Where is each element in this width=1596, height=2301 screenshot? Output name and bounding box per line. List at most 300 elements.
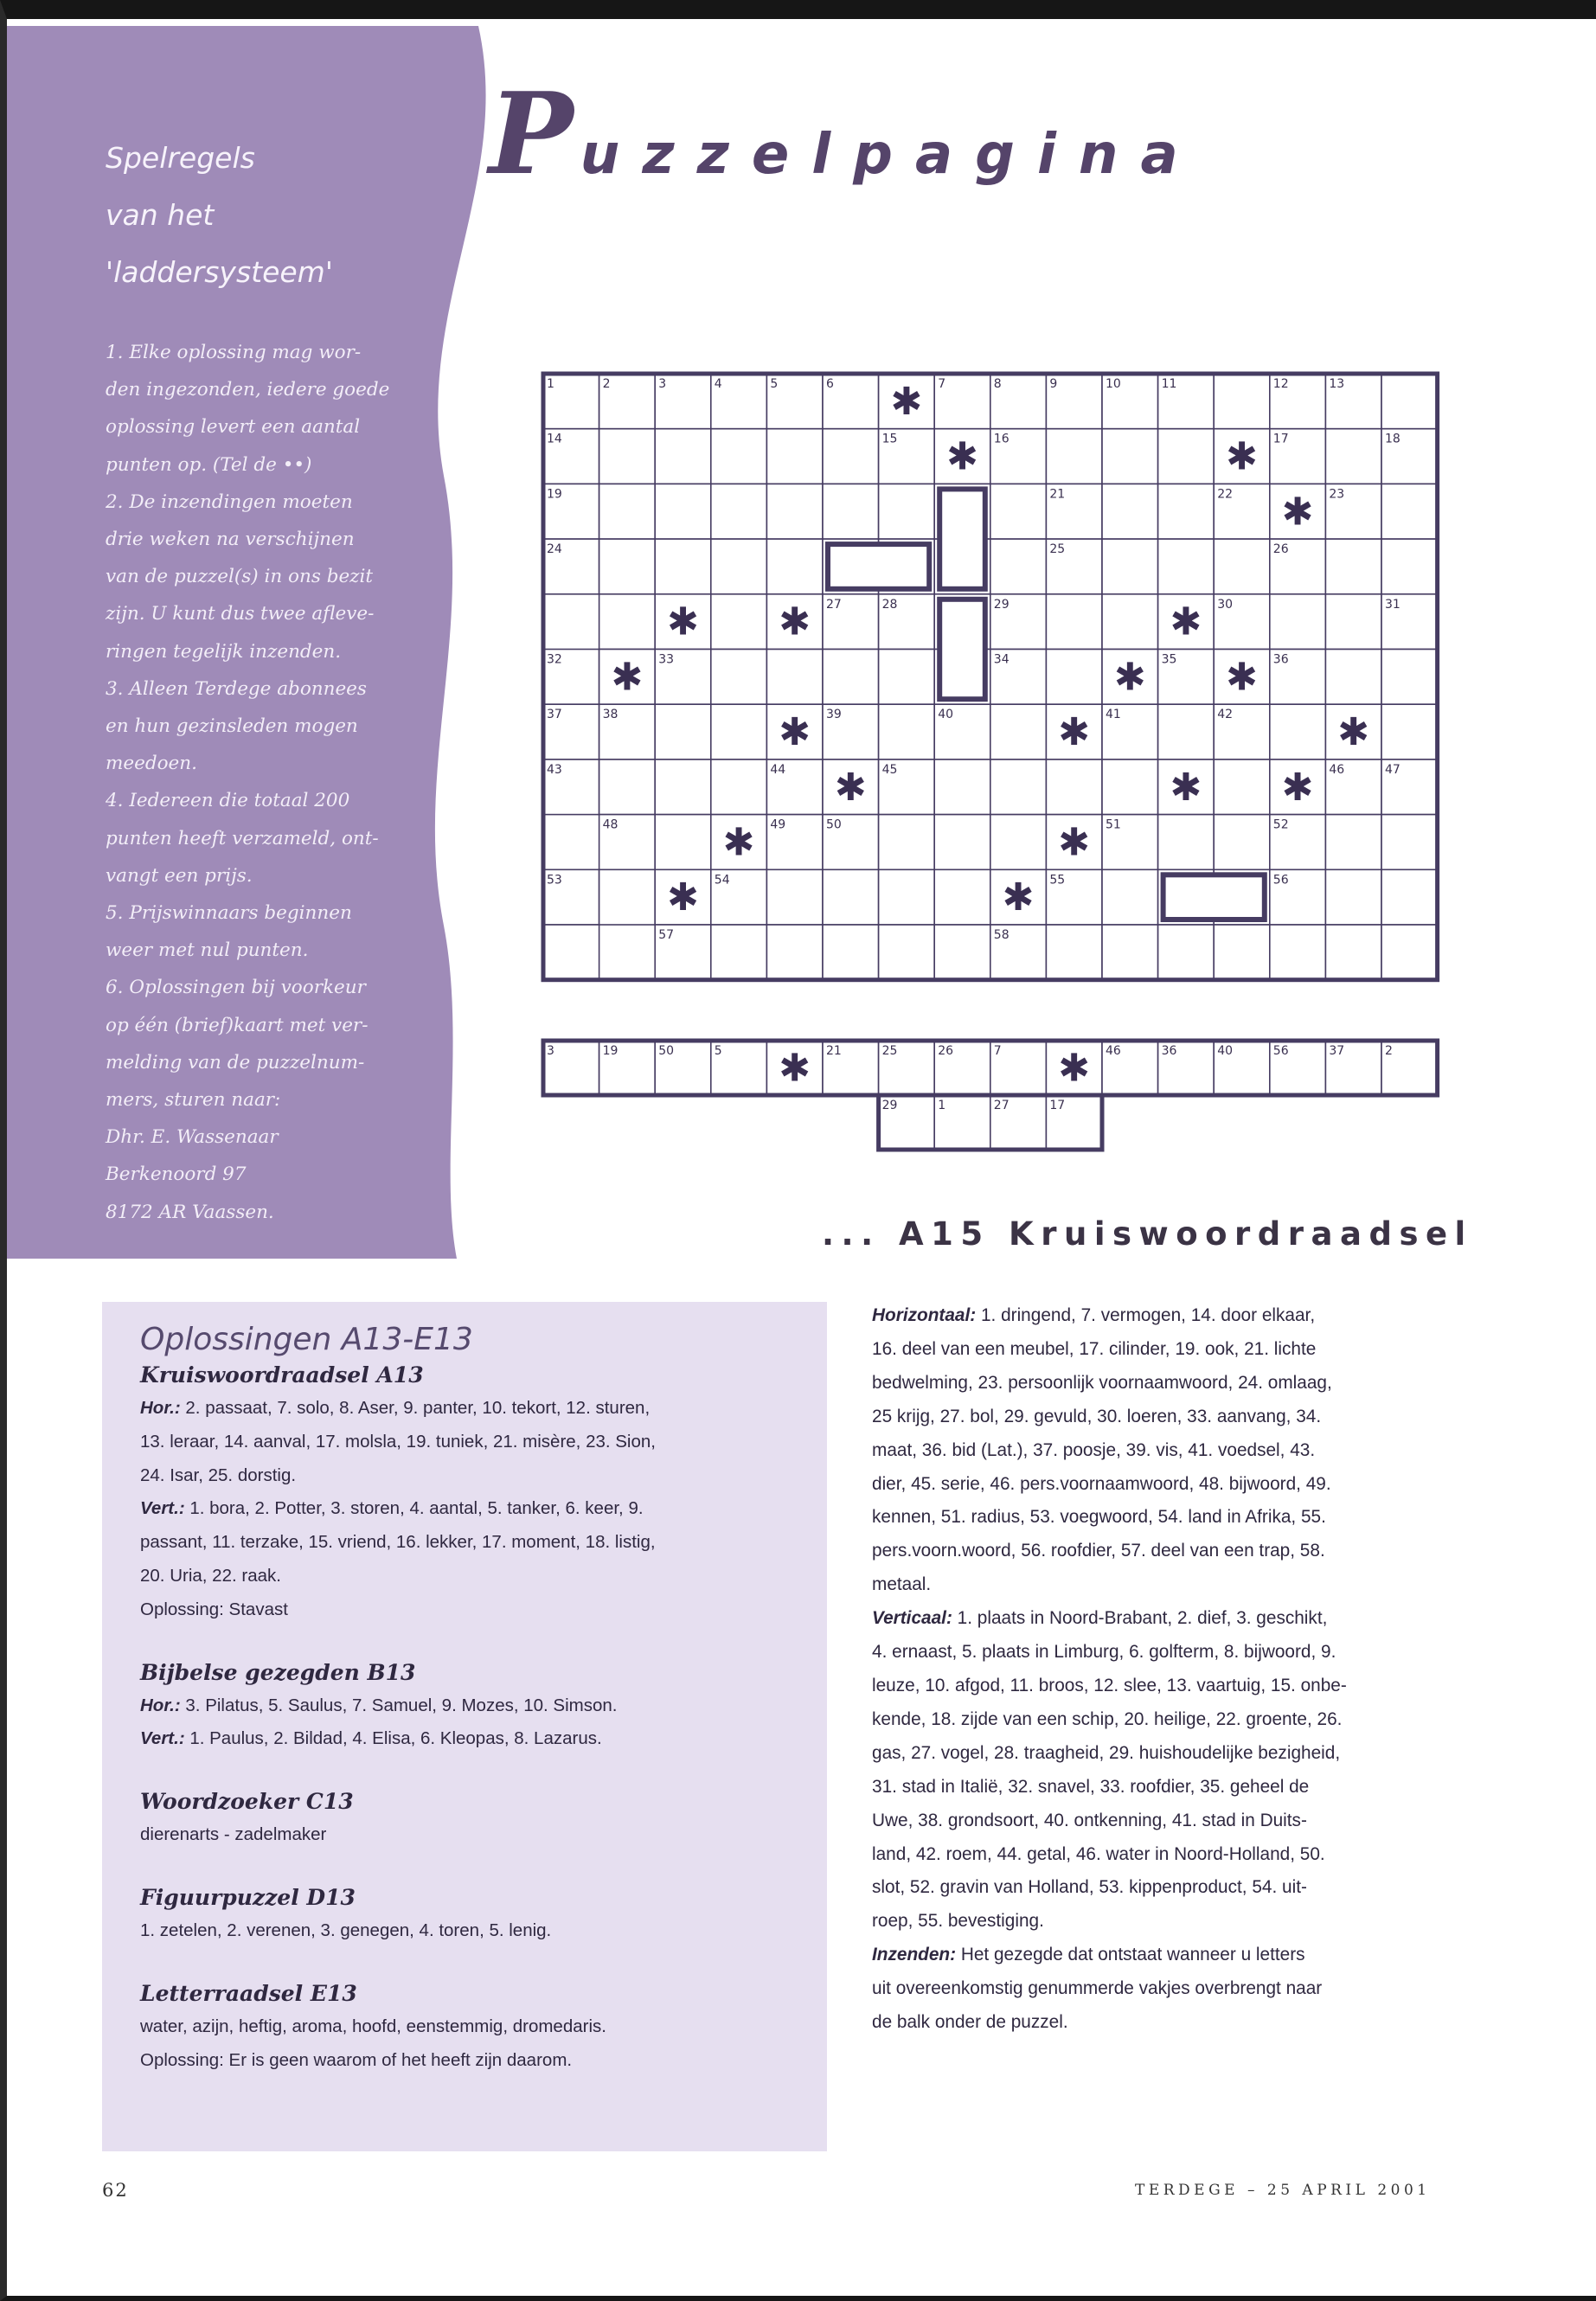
asterisk-icon: ✱: [1002, 875, 1035, 920]
rules-title-line: 'laddersysteem': [106, 255, 333, 289]
cell-number: 29: [993, 597, 1010, 612]
clue-line: [872, 1333, 1460, 1367]
answer-number: 40: [1217, 1044, 1234, 1058]
grid-cell: [1102, 594, 1158, 650]
solution-text: dierenarts - zadelmaker: [140, 1824, 327, 1845]
rule-line: 5. Prijswinnaars beginnen: [106, 902, 352, 925]
grid-cell: [711, 484, 767, 539]
rule-line: 2. De inzendingen moeten: [106, 490, 353, 513]
grid-cell: [990, 704, 1047, 760]
answer-number: 50: [658, 1044, 675, 1058]
asterisk-icon: ✱: [890, 379, 923, 424]
cell-number: 35: [1161, 652, 1177, 667]
solution-line: [140, 1722, 806, 1756]
cell-number: 10: [1106, 377, 1121, 391]
asterisk-icon: ✱: [1058, 820, 1091, 865]
solution-text: 13. leraar, 14. aanval, 17. molsla, 19. tuniek, 21. misère, 23. Sion,: [140, 1431, 656, 1452]
puzzle-subtitle: ... A15 Kruiswoordraadsel: [822, 1215, 1473, 1253]
grid-cell: [1046, 760, 1102, 815]
grid-cell: [655, 815, 711, 870]
grid-cell: [823, 925, 879, 980]
grid-cell: [543, 925, 599, 980]
cell-number: 9: [1049, 377, 1058, 391]
clue-text: 4. ernaast, 5. plaats in Limburg, 6. golfterm, 8. bijwoord, 9.: [872, 1642, 1336, 1663]
grid-cell: [766, 429, 823, 484]
solution-line: [140, 1392, 806, 1426]
clue-text: slot, 52. gravin van Holland, 53. kippenproduct, 54. uit-: [872, 1877, 1307, 1898]
cell-number: 36: [1272, 652, 1289, 667]
clue-text: kennen, 51. radius, 53. voegwoord, 54. land in Afrika, 55.: [872, 1507, 1326, 1528]
grid-cell: [1325, 650, 1381, 705]
cell-number: 37: [547, 708, 562, 722]
grid-cell: [711, 925, 767, 980]
grid-cell: [655, 704, 711, 760]
grid-cell: [1381, 374, 1438, 429]
grid-cell: [934, 815, 990, 870]
answer-number: 56: [1272, 1044, 1289, 1058]
clue-line: [872, 1703, 1460, 1737]
clue-text: pers.voorn.woord, 56. roofdier, 57. deel van een trap, 58.: [872, 1541, 1325, 1561]
clues-column: [872, 1299, 1460, 2040]
answer-number: 26: [938, 1044, 954, 1058]
clue-line: [872, 1636, 1460, 1670]
solutions-heading: Oplossingen A13-E13: [140, 1322, 473, 1357]
grid-cell: [1214, 760, 1270, 815]
clue-line: [872, 1771, 1460, 1804]
clue-text: 1. dringend, 7. vermogen, 14. door elkaar,: [976, 1305, 1316, 1325]
cell-number: 25: [1049, 542, 1066, 557]
cell-number: 48: [602, 817, 619, 832]
clue-text: 1. plaats in Noord-Brabant, 2. dief, 3. geschikt,: [952, 1608, 1328, 1629]
clue-text: kende, 18. zijde van een schip, 20. heilige, 22. groente, 26.: [872, 1708, 1343, 1729]
grid-cell: [1158, 925, 1215, 980]
clue-text: leuze, 10. afgod, 11. broos, 12. slee, 13. vaartuig, 15. onbe-: [872, 1675, 1347, 1695]
grid-cell: [879, 650, 935, 705]
cell-number: 34: [993, 652, 1010, 667]
rule-line: Berkenoord 97: [106, 1163, 247, 1186]
cell-number: 46: [1329, 762, 1345, 777]
solution-line: [140, 1818, 806, 1852]
grid-cell: [1102, 925, 1158, 980]
grid-cell: [1325, 539, 1381, 594]
rule-line: op één (brief)kaart met ver-: [106, 1014, 369, 1036]
clue-text: uit overeenkomstig genummerde vakjes overbrengt naar: [872, 1978, 1323, 1999]
black-bar: [939, 489, 985, 588]
cell-number: 3: [658, 377, 667, 391]
clue-text: metaal.: [872, 1574, 932, 1595]
grid-cell: [990, 815, 1047, 870]
solution-text: passant, 11. terzake, 15. vriend, 16. lekker, 17. moment, 18. listig,: [140, 1532, 656, 1553]
cell-number: 52: [1272, 817, 1289, 832]
rules-title-line: Spelregels: [106, 141, 255, 175]
asterisk-icon: ✱: [1281, 765, 1314, 810]
solution-line: [140, 1560, 806, 1593]
grid-cell: [823, 484, 879, 539]
grid-cell: [934, 925, 990, 980]
asterisk-icon: ✱: [667, 599, 699, 644]
cell-number: 53: [547, 873, 562, 888]
cell-number: 55: [1049, 873, 1066, 888]
grid-cell: [1325, 429, 1381, 484]
solution-text: 24. Isar, 25. dorstig.: [140, 1465, 297, 1485]
solution-label: Vert.:: [140, 1498, 185, 1519]
clue-line: [872, 1838, 1460, 1872]
clue-line: [872, 1602, 1460, 1636]
clue-line: [872, 1972, 1460, 2006]
solution-text: 1. Paulus, 2. Bildad, 4. Elisa, 6. Kleopas, 8. Lazarus.: [184, 1728, 602, 1749]
black-bar: [1163, 875, 1265, 920]
grid-cell: [599, 429, 656, 484]
solution-label: Hor.:: [140, 1695, 181, 1715]
clue-text: 31. stad in Italië, 32. snavel, 33. roofdier, 35. geheel de: [872, 1776, 1310, 1797]
asterisk-icon: ✱: [611, 655, 644, 700]
clue-text: maat, 36. bid (Lat.), 37. poosje, 39. vis, 41. voedsel, 43.: [872, 1439, 1316, 1460]
grid-cell: [1158, 539, 1215, 594]
grid-cell: [766, 484, 823, 539]
rule-line: vangt een prijs.: [106, 864, 253, 887]
asterisk-icon: ✱: [1058, 710, 1091, 755]
grid-cell: [711, 539, 767, 594]
grid-cell: [1325, 815, 1381, 870]
grid-cell: [1158, 484, 1215, 539]
clue-line: [872, 1670, 1460, 1703]
clue-text: Uwe, 38. grondsoort, 40. ontkenning, 41. stad in Duits-: [872, 1810, 1307, 1830]
title-initial: P: [489, 67, 580, 200]
clue-line: [872, 1468, 1460, 1502]
grid-cell: [1381, 650, 1438, 705]
grid-cell: [1214, 374, 1270, 429]
grid-cell: [1270, 704, 1326, 760]
cell-number: 23: [1329, 487, 1345, 502]
asterisk-icon: ✱: [779, 710, 811, 755]
cell-number: 41: [1106, 708, 1121, 722]
clue-line: [872, 1535, 1460, 1568]
solutions-box: [102, 1302, 827, 2151]
section-gap: [140, 1756, 806, 1785]
cell-number: 28: [881, 597, 898, 612]
cell-number: 17: [1272, 432, 1289, 446]
answer-number: 37: [1329, 1044, 1345, 1058]
cell-number: 26: [1272, 542, 1289, 557]
answer-number: 19: [602, 1044, 619, 1058]
black-bar: [939, 599, 985, 699]
grid-cell: [1046, 429, 1102, 484]
cell-number: 7: [938, 377, 946, 391]
black-bar: [828, 544, 929, 589]
cell-number: 4: [714, 377, 722, 391]
rule-line: van de puzzel(s) in ons bezit: [106, 566, 374, 588]
solution-text: water, azijn, heftig, aroma, hoofd, eenstemmig, dromedaris.: [140, 2016, 606, 2036]
answer-number: 5: [714, 1044, 722, 1058]
grid-cell: [879, 484, 935, 539]
clue-label: Inzenden:: [872, 1945, 957, 1965]
asterisk-icon: ✱: [1281, 490, 1314, 535]
cell-number: 27: [826, 597, 842, 612]
grid-cell: [990, 760, 1047, 815]
grid-cell: [766, 650, 823, 705]
rule-line: den ingezonden, iedere goede: [106, 379, 390, 401]
solution-title: Letterraadsel E13: [140, 1980, 357, 2006]
rule-line: melding van de puzzelnum-: [106, 1051, 365, 1074]
cell-number: 6: [826, 377, 834, 391]
grid-cell: [1270, 925, 1326, 980]
grid-cell: [1381, 484, 1438, 539]
grid-cell: [655, 429, 711, 484]
grid-cell: [1325, 594, 1381, 650]
title-rest: uzzelpagina: [580, 123, 1201, 187]
grid-cell: [1270, 594, 1326, 650]
grid-cell: [1046, 650, 1102, 705]
footer-credit: TERDEGE – 25 APRIL 2001: [1135, 2182, 1431, 2199]
clue-line: [872, 1434, 1460, 1468]
grid-cell: [1158, 429, 1215, 484]
cell-number: 22: [1217, 487, 1234, 502]
answer-number: 29: [881, 1099, 898, 1112]
rule-line: Dhr. E. Wassenaar: [106, 1126, 279, 1149]
page-number: 62: [102, 2180, 129, 2201]
grid-cell: [711, 429, 767, 484]
grid-cell: [599, 539, 656, 594]
cell-number: 47: [1385, 762, 1401, 777]
grid-cell: [766, 539, 823, 594]
grid-cell: [1102, 484, 1158, 539]
solution-text: Oplossing: Er is geen waarom of het heeft zijn daarom.: [140, 2049, 573, 2070]
grid-cell: [766, 925, 823, 980]
cell-number: 5: [770, 377, 779, 391]
grid-cell: [1158, 815, 1215, 870]
cell-number: 50: [826, 817, 842, 832]
solution-label: Vert.:: [140, 1728, 185, 1749]
answer-number: 7: [993, 1044, 1002, 1058]
grid-cell: [599, 484, 656, 539]
cell-number: 43: [547, 762, 562, 777]
clue-line: [872, 1871, 1460, 1905]
cell-number: 40: [938, 708, 954, 722]
grid-cell: [1214, 925, 1270, 980]
grid-cell: [655, 539, 711, 594]
asterisk-icon: ✱: [834, 765, 867, 810]
grid-cell: [711, 760, 767, 815]
solution-text: 1. bora, 2. Potter, 3. storen, 4. aantal, 5. tanker, 6. keer, 9.: [184, 1498, 644, 1519]
section-gap: [140, 1852, 806, 1881]
answer-number: 2: [1385, 1044, 1393, 1058]
asterisk-icon: ✱: [667, 875, 699, 920]
section-gap: [140, 1948, 806, 1977]
grid-cell: [711, 704, 767, 760]
grid-cell: [879, 925, 935, 980]
solution-line: [140, 1593, 806, 1627]
grid-cell: [1381, 704, 1438, 760]
cell-number: 58: [993, 928, 1010, 942]
grid-cell: [1046, 925, 1102, 980]
grid-cell: [599, 760, 656, 815]
clue-text: land, 42. roem, 44. getal, 46. water in Noord-Holland, 50.: [872, 1843, 1325, 1864]
grid-cell: [879, 869, 935, 925]
grid-cell: [1214, 539, 1270, 594]
clue-text: gas, 27. vogel, 28. traagheid, 29. huishoudelijke bezigheid,: [872, 1742, 1341, 1763]
grid-cell: [655, 484, 711, 539]
asterisk-icon: ✱: [1058, 1046, 1091, 1091]
asterisk-icon: ✱: [1337, 710, 1370, 755]
cell-number: 38: [602, 708, 619, 722]
answer-number: 25: [881, 1044, 898, 1058]
grid-cell: [1102, 429, 1158, 484]
asterisk-icon: ✱: [1226, 655, 1258, 700]
grid-cell: [1102, 539, 1158, 594]
clue-label: Horizontaal:: [872, 1305, 977, 1325]
asterisk-icon: ✱: [779, 1046, 811, 1091]
rule-line: zijn. U kunt dus twee afleve-: [106, 603, 375, 625]
asterisk-icon: ✱: [1170, 599, 1202, 644]
cell-number: 32: [547, 652, 562, 667]
grid-cell: [1046, 594, 1102, 650]
clue-line: [872, 1737, 1460, 1771]
clue-text: roep, 55. bevestiging.: [872, 1911, 1044, 1932]
cell-number: 13: [1329, 377, 1345, 391]
grid-cell: [1381, 539, 1438, 594]
cell-number: 14: [547, 432, 562, 446]
answer-number: 46: [1106, 1044, 1121, 1058]
grid-cell: [766, 869, 823, 925]
cell-number: 56: [1272, 873, 1289, 888]
rule-line: weer met nul punten.: [106, 939, 309, 962]
clue-line: [872, 1367, 1460, 1400]
clue-line: [872, 1400, 1460, 1434]
rule-line: meedoen.: [106, 753, 197, 775]
solutions-content: [140, 1321, 806, 2077]
cell-number: 51: [1106, 817, 1121, 832]
clue-text: Het gezegde dat ontstaat wanneer u letters: [956, 1945, 1305, 1965]
rule-line: en hun gezinsleden mogen: [106, 715, 358, 738]
rule-line: mers, sturen naar:: [106, 1089, 281, 1112]
solution-title: Kruiswoordraadsel A13: [140, 1362, 424, 1388]
cell-number: 15: [881, 432, 898, 446]
asterisk-icon: ✱: [1226, 434, 1258, 479]
solution-label: Hor.:: [140, 1398, 181, 1418]
solution-text: 1. zetelen, 2. verenen, 3. genegen, 4. toren, 5. lenig.: [140, 1920, 552, 1940]
clue-text: de balk onder de puzzel.: [872, 2012, 1068, 2033]
cell-number: 21: [1049, 487, 1066, 502]
rule-line: 3. Alleen Terdege abonnees: [106, 677, 367, 700]
cell-number: 8: [993, 377, 1002, 391]
clue-line: [872, 1299, 1460, 1333]
clue-line: [872, 1905, 1460, 1939]
clue-text: dier, 45. serie, 46. pers.voornaamwoord, 48. bijwoord, 49.: [872, 1473, 1331, 1494]
grid-cell: [1102, 869, 1158, 925]
clue-text: 25 krijg, 27. bol, 29. gevuld, 30. loeren, 33. aanvang, 34.: [872, 1406, 1322, 1426]
grid-cell: [711, 650, 767, 705]
rule-line: punten op. (Tel de ••): [106, 453, 312, 476]
block-cell: [990, 484, 1047, 539]
cell-number: 57: [658, 928, 675, 942]
solution-line: [140, 1426, 806, 1459]
cell-number: 12: [1272, 377, 1289, 391]
cell-number: 30: [1217, 597, 1234, 612]
solution-text: 2. passaat, 7. solo, 8. Aser, 9. panter, 10. tekort, 12. sturen,: [180, 1398, 651, 1418]
cell-number: 45: [881, 762, 898, 777]
grid-cell: [823, 429, 879, 484]
solution-line: [140, 1689, 806, 1723]
solution-line: [140, 1914, 806, 1948]
solution-title: Figuurpuzzel D13: [140, 1884, 356, 1910]
solution-line: [140, 2044, 806, 2078]
grid-cell: [823, 650, 879, 705]
grid-cell: [879, 815, 935, 870]
grid-cell: [1381, 869, 1438, 925]
rule-line: oplossing levert een aantal: [106, 416, 361, 439]
cell-number: 54: [714, 873, 730, 888]
grid-cell: [1214, 815, 1270, 870]
rule-line: 8172 AR Vaassen.: [106, 1201, 274, 1223]
solution-text: Oplossing: Stavast: [140, 1599, 288, 1619]
asterisk-icon: ✱: [722, 820, 755, 865]
solution-line: [140, 2010, 806, 2044]
answer-number: 3: [547, 1044, 554, 1058]
cell-number: 1: [547, 377, 554, 391]
clue-text: 16. deel van een meubel, 17. cilinder, 19. ook, 21. lichte: [872, 1338, 1317, 1359]
solution-title: Woordzoeker C13: [140, 1789, 354, 1815]
solution-text: 3. Pilatus, 5. Saulus, 7. Samuel, 9. Mozes, 10. Simson.: [180, 1695, 618, 1715]
rule-line: drie weken na verschijnen: [106, 529, 355, 551]
clue-line: [872, 2006, 1460, 2040]
solution-line: [140, 1459, 806, 1493]
rule-line: 4. Iedereen die totaal 200: [106, 790, 350, 812]
asterisk-icon: ✱: [1170, 765, 1202, 810]
clue-line: [872, 1939, 1460, 1972]
answer-number: 21: [826, 1044, 842, 1058]
answer-number: 36: [1161, 1044, 1177, 1058]
cell-number: 31: [1385, 597, 1401, 612]
cell-number: 42: [1217, 708, 1234, 722]
asterisk-icon: ✱: [946, 434, 978, 479]
grid-cell: [1381, 925, 1438, 980]
rule-line: 6. Oplossingen bij voorkeur: [106, 977, 366, 999]
rules-title-line: van het: [106, 198, 215, 232]
answer-number: 27: [993, 1099, 1010, 1112]
asterisk-icon: ✱: [779, 599, 811, 644]
answer-number: 1: [938, 1099, 946, 1112]
rule-line: punten heeft verzameld, ont-: [106, 827, 379, 849]
grid-cell: [934, 869, 990, 925]
cell-number: 44: [770, 762, 786, 777]
cell-number: 19: [547, 487, 562, 502]
clue-line: [872, 1804, 1460, 1838]
grid-cell: [1325, 925, 1381, 980]
grid-cell: [1158, 704, 1215, 760]
block-cell: [990, 539, 1047, 594]
solution-title: Bijbelse gezegden B13: [140, 1659, 416, 1685]
clue-text: bedwelming, 23. persoonlijk voornaamwoord, 24. omlaag,: [872, 1372, 1332, 1393]
cell-number: 18: [1385, 432, 1401, 446]
cell-number: 39: [826, 708, 842, 722]
grid-cell: [823, 869, 879, 925]
solution-line: [140, 1492, 806, 1526]
solution-text: 20. Uria, 22. raak.: [140, 1565, 281, 1586]
answer-number: 17: [1049, 1099, 1066, 1112]
rule-line: ringen tegelijk inzenden.: [106, 640, 342, 663]
cell-number: 16: [993, 432, 1010, 446]
grid-cell: [599, 594, 656, 650]
clue-label: Verticaal:: [872, 1608, 952, 1629]
clue-line: [872, 1568, 1460, 1602]
cell-number: 11: [1161, 377, 1177, 391]
grid-cell: [1325, 869, 1381, 925]
grid-cell: [1381, 815, 1438, 870]
cell-number: 33: [658, 652, 675, 667]
cell-number: 24: [547, 542, 562, 557]
grid-cell: [655, 760, 711, 815]
grid-cell: [1102, 760, 1158, 815]
